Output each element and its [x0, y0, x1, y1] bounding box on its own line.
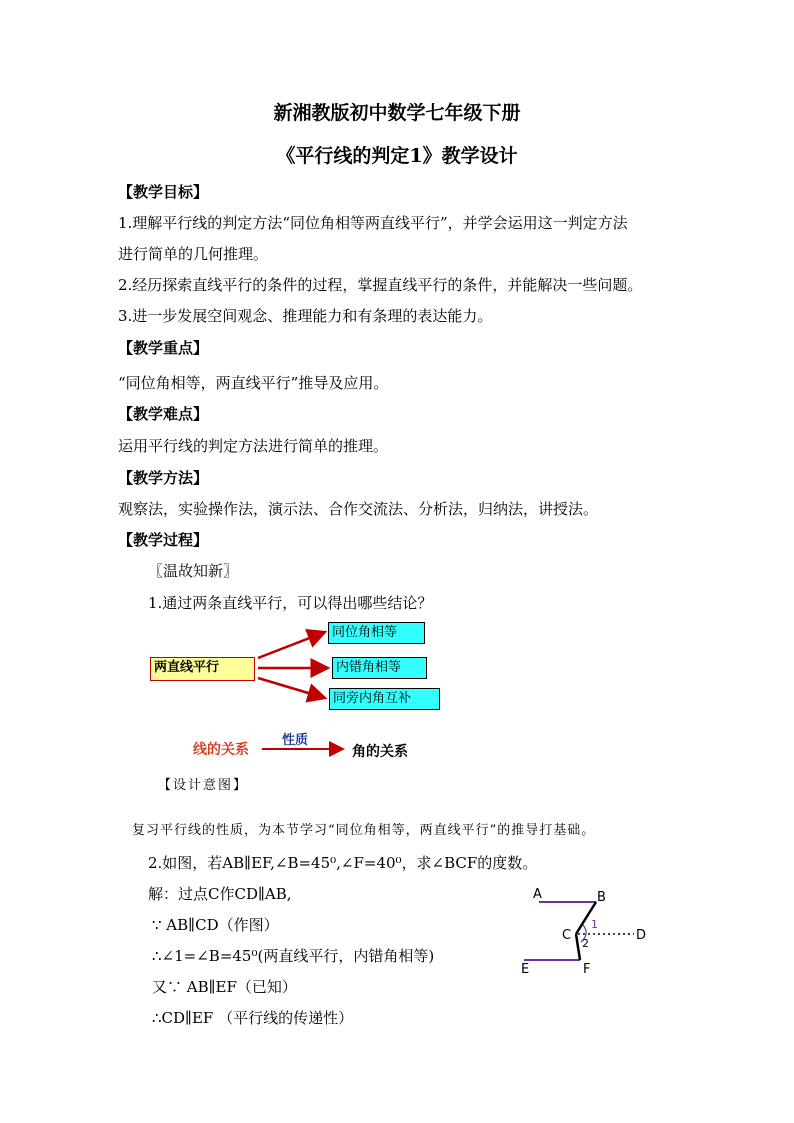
solution-step-2: ∵ AB∥CD（作图） — [152, 916, 279, 934]
goal-2: 2.经历探索直线平行的条件的过程，掌握直线平行的条件，并能解决一些问题。 — [118, 276, 643, 294]
review-label: 〖温故知新〗 — [148, 562, 239, 580]
goal-1-line-a: 1.理解平行线的判定方法“同位角相等两直线平行”，并学会运用这一判定方法 — [118, 214, 628, 232]
document-title: 新湘教版初中数学七年级下册 — [273, 102, 521, 124]
target-box-2: 内错角相等 — [332, 657, 427, 679]
target-box-3: 同旁内角互补 — [329, 688, 440, 710]
segment-cf — [576, 934, 580, 960]
property-label: 性质 — [282, 733, 309, 748]
label-d: D — [636, 928, 647, 943]
solution-step-4: 又∵ AB∥EF（已知） — [152, 978, 297, 996]
angle-1-arc — [583, 925, 586, 934]
solution-step-3: ∴∠1=∠B=45⁰(两直线平行，内错角相等) — [152, 947, 435, 965]
angle-relation-label: 角的关系 — [352, 744, 408, 760]
key-text: “同位角相等，两直线平行”推导及应用。 — [118, 374, 389, 392]
design-intent-text: 复习平行线的性质，为本节学习“同位角相等，两直线平行”的推导打基础。 — [132, 823, 596, 838]
label-f: F — [583, 962, 591, 977]
goals-heading: 【教学目标】 — [118, 183, 209, 201]
line-relation-label: 线的关系 — [193, 742, 249, 758]
document-subtitle: 《平行线的判定1》教学设计 — [276, 145, 518, 167]
goal-1-line-b: 进行简单的几何推理。 — [118, 245, 269, 263]
question-1: 1.通过两条直线平行，可以得出哪些结论？ — [148, 594, 433, 612]
key-heading: 【教学重点】 — [118, 339, 209, 357]
source-box: 两直线平行 — [150, 657, 255, 681]
goal-3: 3.进一步发展空间观念、推理能力和有条理的表达能力。 — [118, 307, 493, 325]
design-intent-label: 【设计意图】 — [158, 778, 249, 793]
target-box-1: 同位角相等 — [328, 622, 425, 644]
solution-step-1: 解：过点C作CD∥AB, — [148, 885, 292, 903]
label-b: B — [597, 890, 606, 905]
solution-step-5: ∴CD∥EF （平行线的传递性） — [152, 1009, 354, 1027]
label-angle-1: 1 — [591, 918, 598, 931]
method-heading: 【教学方法】 — [118, 469, 209, 487]
method-text: 观察法，实验操作法，演示法、合作交流法、分析法，归纳法，讲授法。 — [118, 500, 599, 518]
difficulty-text: 运用平行线的判定方法进行简单的推理。 — [118, 437, 389, 455]
label-e: E — [521, 962, 530, 977]
difficulty-heading: 【教学难点】 — [118, 405, 209, 423]
label-a: A — [533, 887, 542, 902]
label-angle-2: 2 — [582, 937, 589, 950]
label-c: C — [562, 928, 572, 943]
process-heading: 【教学过程】 — [118, 531, 209, 549]
question-2: 2.如图，若AB∥EF,∠B=45⁰,∠F=40⁰，求∠BCF的度数。 — [148, 854, 538, 872]
